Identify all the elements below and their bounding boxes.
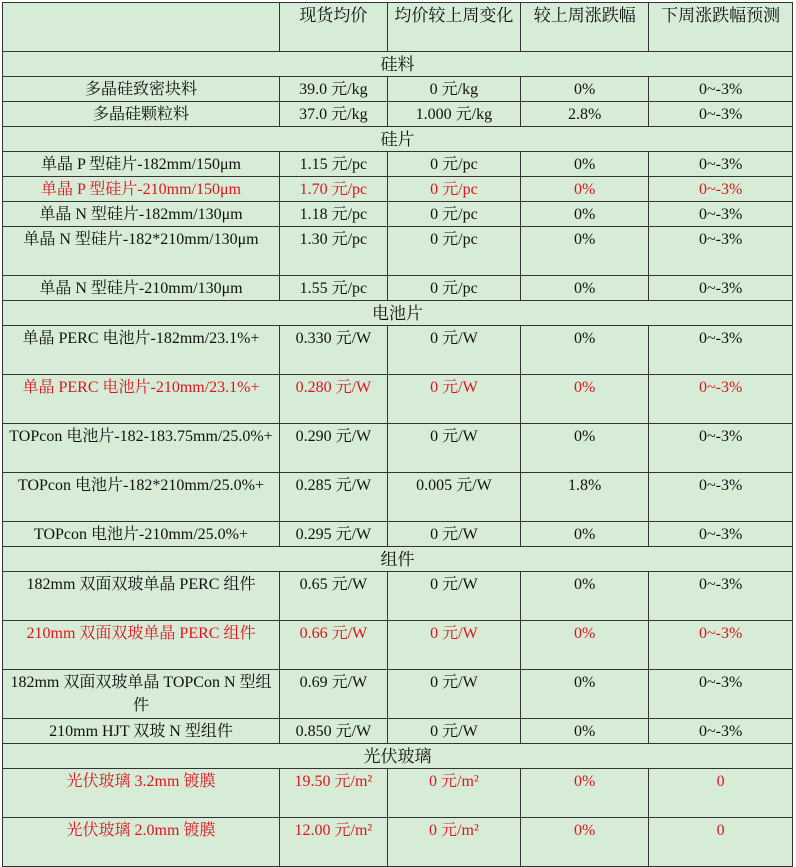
spot-price-cell: 37.0 元/kg: [280, 102, 388, 127]
forecast-cell: 0~-3%: [649, 719, 793, 744]
weekly-change-cell: 0 元/W: [387, 572, 520, 621]
weekly-change-cell: 0 元/m²: [387, 769, 520, 818]
section-header-row: [3, 301, 793, 326]
spot-price-cell: 39.0 元/kg: [280, 77, 388, 102]
weekly-pct-cell: 0%: [521, 276, 649, 301]
weekly-change-cell: 0 元/pc: [387, 177, 520, 202]
product-name-cell: TOPcon 电池片-210mm/25.0%+: [3, 522, 280, 547]
weekly-pct-cell: 0%: [521, 375, 649, 424]
price-table: [2, 2, 793, 867]
forecast-cell: 0: [649, 818, 793, 867]
product-name-cell: 210mm HJT 双玻 N 型组件: [3, 719, 280, 744]
section-header-row: [3, 52, 793, 77]
weekly-change-cell: 0 元/pc: [387, 152, 520, 177]
forecast-cell: 0~-3%: [649, 473, 793, 522]
product-name-cell: 单晶 N 型硅片-182mm/130μm: [3, 202, 280, 227]
table-row: [3, 572, 793, 621]
section-title: 电池片: [3, 301, 793, 326]
table-row: [3, 424, 793, 473]
weekly-pct-cell: 0%: [521, 177, 649, 202]
table-row: [3, 102, 793, 127]
table-row: [3, 375, 793, 424]
weekly-pct-cell: 0%: [521, 202, 649, 227]
section-header-row: [3, 547, 793, 572]
spot-price-cell: 0.66 元/W: [280, 621, 388, 670]
weekly-change-cell: 0 元/W: [387, 375, 520, 424]
weekly-pct-cell: 0%: [521, 227, 649, 276]
spot-price-cell: 19.50 元/m²: [280, 769, 388, 818]
forecast-cell: 0~-3%: [649, 572, 793, 621]
forecast-cell: 0~-3%: [649, 375, 793, 424]
weekly-pct-cell: 0%: [521, 77, 649, 102]
forecast-cell: 0~-3%: [649, 152, 793, 177]
table-row: [3, 202, 793, 227]
table-row: [3, 77, 793, 102]
spot-price-cell: 1.15 元/pc: [280, 152, 388, 177]
section-title: 硅片: [3, 127, 793, 152]
weekly-change-cell: 0 元/m²: [387, 818, 520, 867]
forecast-cell: 0~-3%: [649, 276, 793, 301]
weekly-pct-cell: 0%: [521, 522, 649, 547]
table-body: [3, 52, 793, 867]
weekly-change-cell: 0 元/W: [387, 326, 520, 375]
product-name-cell: 182mm 双面双玻单晶 TOPCon N 型组件: [3, 670, 280, 719]
weekly-change-cell: 0 元/pc: [387, 227, 520, 276]
product-name-cell: 光伏玻璃 3.2mm 镀膜: [3, 769, 280, 818]
spot-price-cell: 1.18 元/pc: [280, 202, 388, 227]
product-name-cell: 单晶 PERC 电池片-210mm/23.1%+: [3, 375, 280, 424]
spot-price-cell: 12.00 元/m²: [280, 818, 388, 867]
table-row: [3, 473, 793, 522]
weekly-pct-cell: 0%: [521, 719, 649, 744]
weekly-change-cell: 0 元/kg: [387, 77, 520, 102]
header-forecast: 下周涨跌幅预测: [649, 3, 793, 52]
spot-price-cell: 0.290 元/W: [280, 424, 388, 473]
product-name-cell: 单晶 P 型硅片-182mm/150μm: [3, 152, 280, 177]
weekly-pct-cell: 0%: [521, 424, 649, 473]
weekly-pct-cell: 0%: [521, 326, 649, 375]
section-title: 光伏玻璃: [3, 744, 793, 769]
forecast-cell: 0~-3%: [649, 522, 793, 547]
weekly-pct-cell: 0%: [521, 621, 649, 670]
forecast-cell: 0: [649, 769, 793, 818]
spot-price-cell: 0.280 元/W: [280, 375, 388, 424]
forecast-cell: 0~-3%: [649, 202, 793, 227]
table-row: [3, 227, 793, 276]
spot-price-cell: 1.70 元/pc: [280, 177, 388, 202]
product-name-cell: 单晶 N 型硅片-210mm/130μm: [3, 276, 280, 301]
weekly-change-cell: 0 元/W: [387, 670, 520, 719]
product-name-cell: TOPcon 电池片-182-183.75mm/25.0%+: [3, 424, 280, 473]
header-weekly-change: 均价较上周变化: [387, 3, 520, 52]
weekly-change-cell: 0 元/pc: [387, 276, 520, 301]
forecast-cell: 0~-3%: [649, 326, 793, 375]
weekly-pct-cell: 0%: [521, 152, 649, 177]
table-row: [3, 818, 793, 867]
weekly-pct-cell: 0%: [521, 818, 649, 867]
spot-price-cell: 0.69 元/W: [280, 670, 388, 719]
product-name-cell: 单晶 P 型硅片-210mm/150μm: [3, 177, 280, 202]
section-title: 硅料: [3, 52, 793, 77]
weekly-pct-cell: 1.8%: [521, 473, 649, 522]
weekly-change-cell: 0 元/pc: [387, 202, 520, 227]
forecast-cell: 0~-3%: [649, 177, 793, 202]
product-name-cell: TOPcon 电池片-182*210mm/25.0%+: [3, 473, 280, 522]
table-row: [3, 670, 793, 719]
table-row: [3, 326, 793, 375]
spot-price-cell: 0.330 元/W: [280, 326, 388, 375]
product-name-cell: 182mm 双面双玻单晶 PERC 组件: [3, 572, 280, 621]
forecast-cell: 0~-3%: [649, 102, 793, 127]
spot-price-cell: 0.295 元/W: [280, 522, 388, 547]
weekly-change-cell: 0.005 元/W: [387, 473, 520, 522]
table-row: [3, 177, 793, 202]
header-row: [3, 3, 793, 52]
forecast-cell: 0~-3%: [649, 227, 793, 276]
weekly-change-cell: 0 元/W: [387, 424, 520, 473]
product-name-cell: 多晶硅颗粒料: [3, 102, 280, 127]
forecast-cell: 0~-3%: [649, 424, 793, 473]
table-row: [3, 276, 793, 301]
weekly-pct-cell: 0%: [521, 572, 649, 621]
section-header-row: [3, 127, 793, 152]
weekly-pct-cell: 0%: [521, 670, 649, 719]
table-row: [3, 769, 793, 818]
table-row: [3, 152, 793, 177]
section-header-row: [3, 744, 793, 769]
product-name-cell: 光伏玻璃 2.0mm 镀膜: [3, 818, 280, 867]
spot-price-cell: 0.850 元/W: [280, 719, 388, 744]
forecast-cell: 0~-3%: [649, 670, 793, 719]
section-title: 组件: [3, 547, 793, 572]
weekly-pct-cell: 2.8%: [521, 102, 649, 127]
product-name-cell: 多晶硅致密块料: [3, 77, 280, 102]
product-name-cell: 单晶 N 型硅片-182*210mm/130μm: [3, 227, 280, 276]
header-product: [3, 3, 280, 52]
weekly-pct-cell: 0%: [521, 769, 649, 818]
spot-price-cell: 1.30 元/pc: [280, 227, 388, 276]
table-row: [3, 719, 793, 744]
weekly-change-cell: 0 元/W: [387, 522, 520, 547]
table-row: [3, 522, 793, 547]
forecast-cell: 0~-3%: [649, 621, 793, 670]
header-spot-price: 现货均价: [280, 3, 388, 52]
product-name-cell: 单晶 PERC 电池片-182mm/23.1%+: [3, 326, 280, 375]
product-name-cell: 210mm 双面双玻单晶 PERC 组件: [3, 621, 280, 670]
weekly-change-cell: 1.000 元/kg: [387, 102, 520, 127]
spot-price-cell: 0.65 元/W: [280, 572, 388, 621]
spot-price-cell: 0.285 元/W: [280, 473, 388, 522]
weekly-change-cell: 0 元/W: [387, 719, 520, 744]
weekly-change-cell: 0 元/W: [387, 621, 520, 670]
header-weekly-pct: 较上周涨跌幅: [521, 3, 649, 52]
table-row: [3, 621, 793, 670]
spot-price-cell: 1.55 元/pc: [280, 276, 388, 301]
forecast-cell: 0~-3%: [649, 77, 793, 102]
